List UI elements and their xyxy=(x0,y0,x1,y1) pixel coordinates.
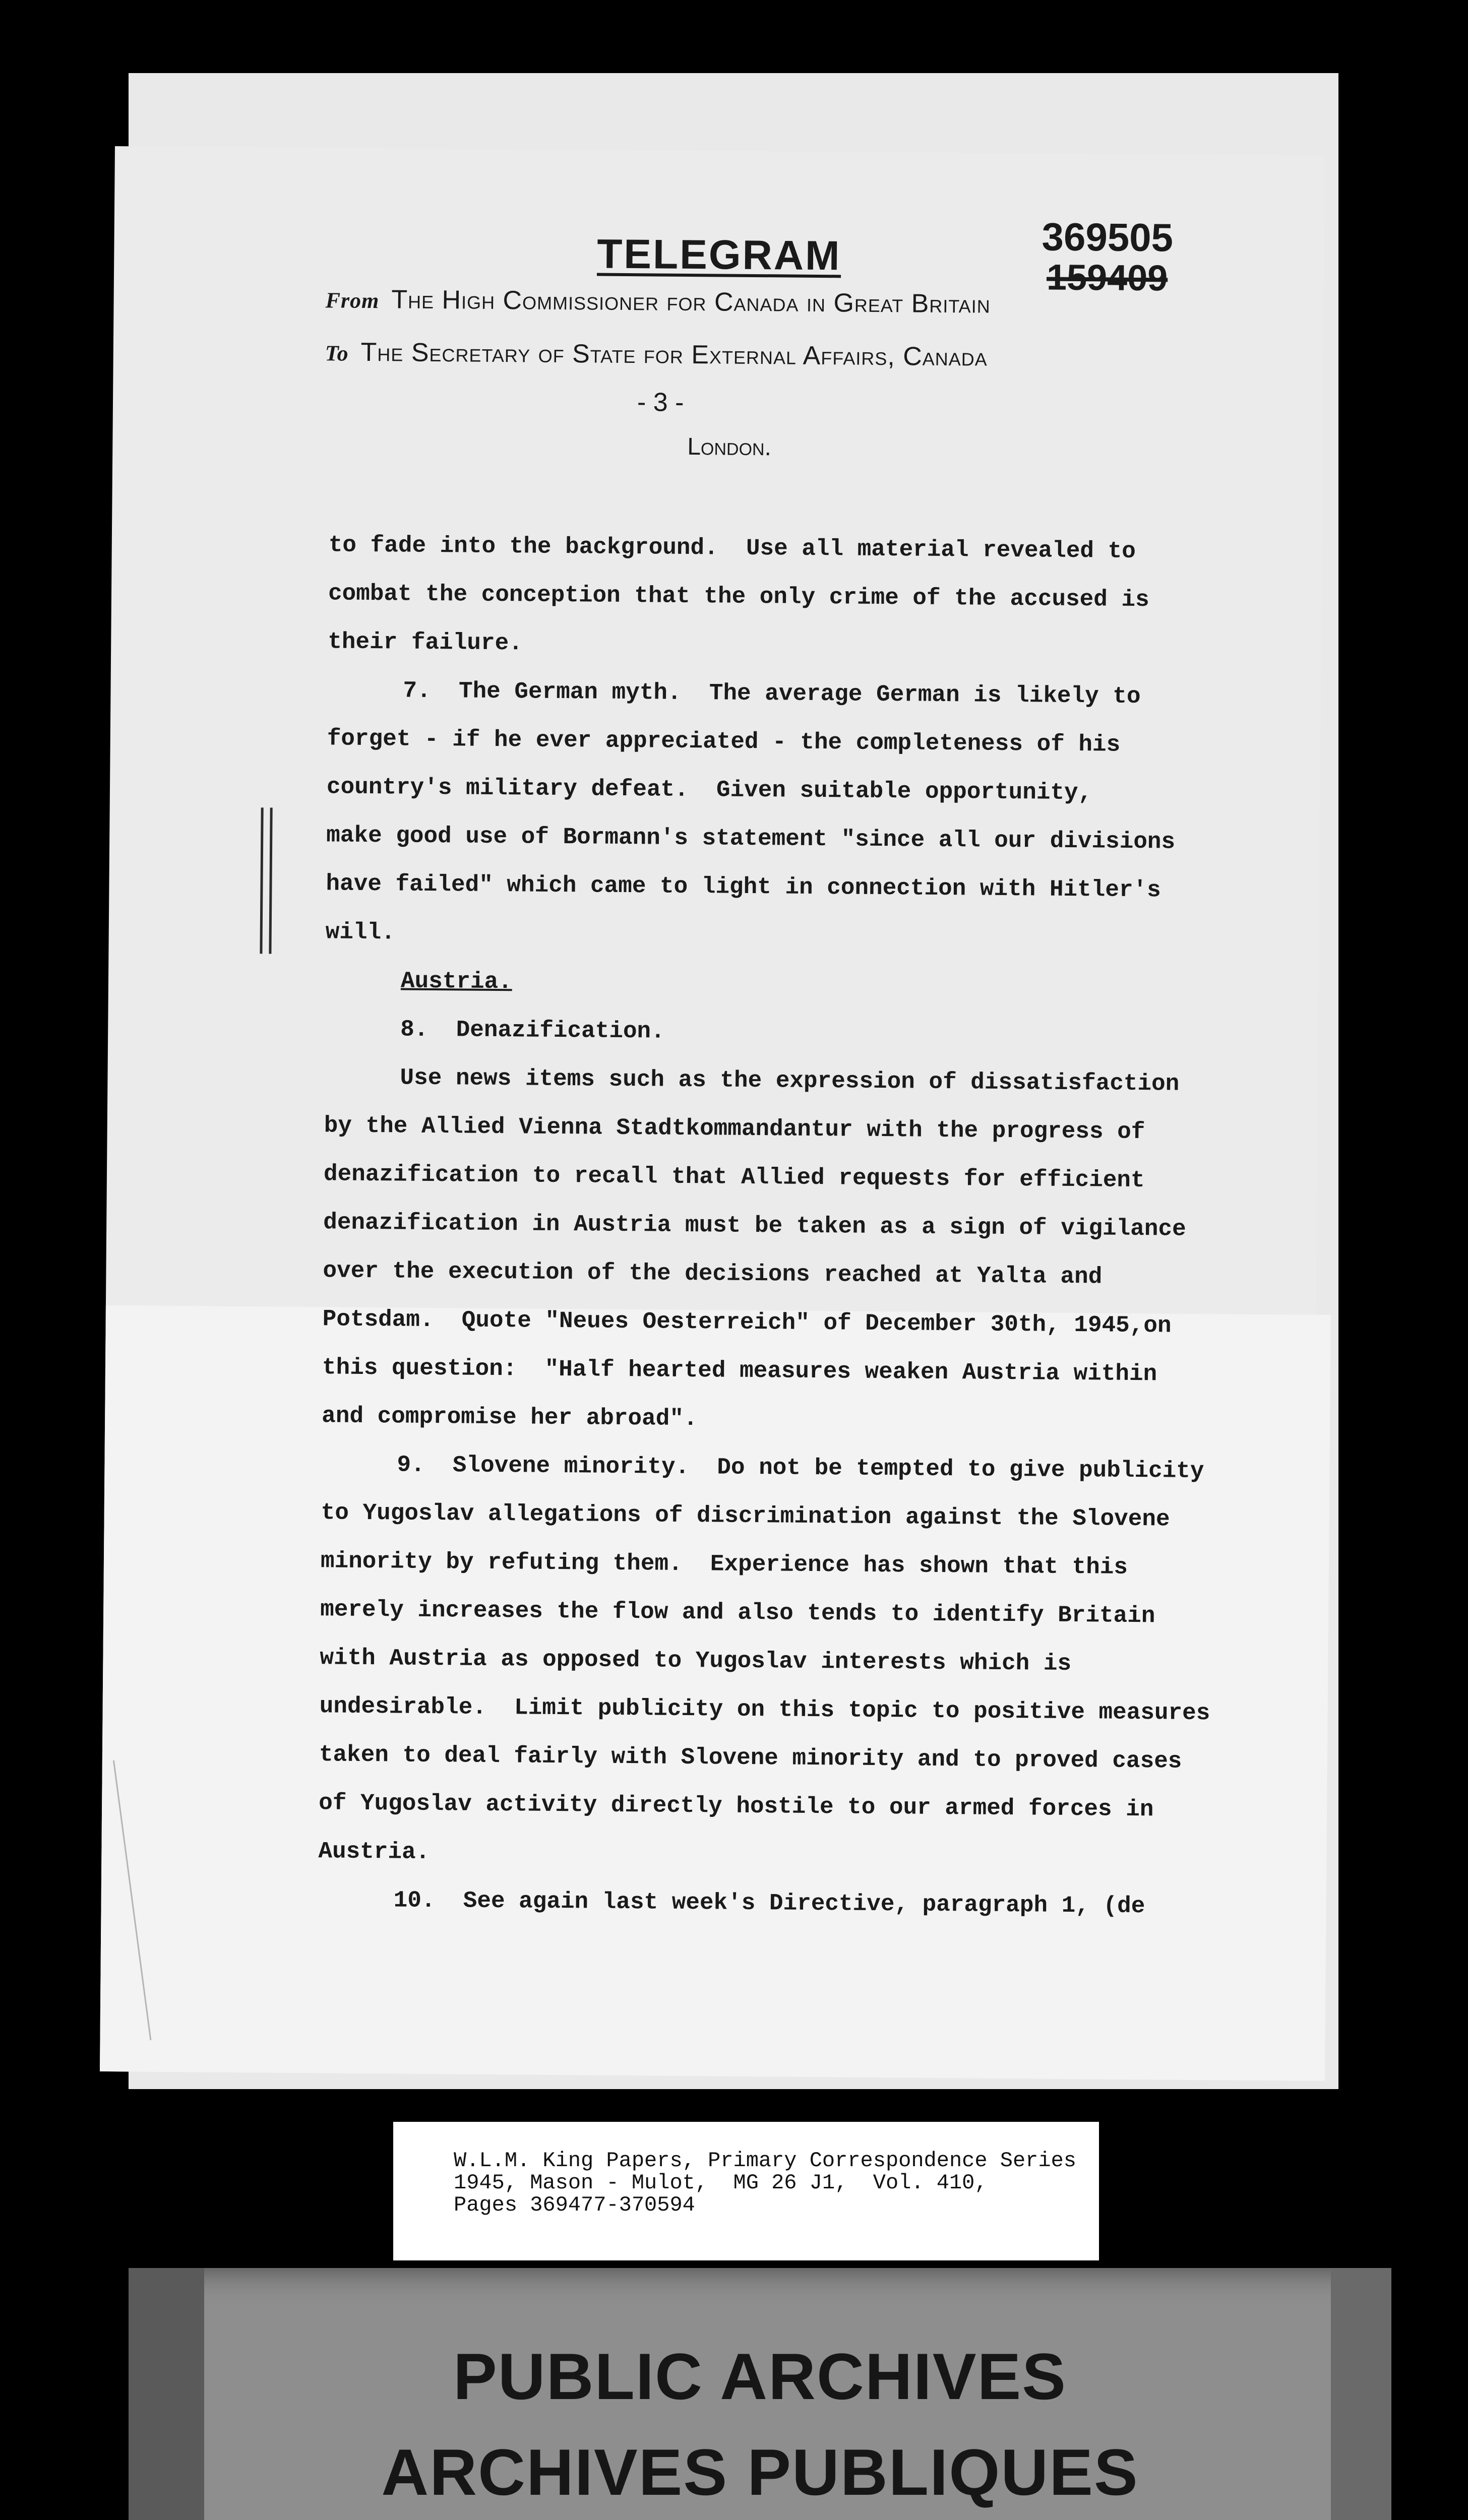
to-text: The Secretary of State for External Affairs, Canada xyxy=(360,337,988,372)
from-line xyxy=(325,284,991,319)
to-line xyxy=(325,337,988,372)
body-line: denazification to recall that Allied requests for efficient xyxy=(323,1161,1145,1194)
document-number: 369505 xyxy=(1042,214,1174,260)
body-line: to fade into the background. Use all material revealed to xyxy=(328,532,1136,564)
telegram-body xyxy=(318,521,1297,1931)
struck-document-number: 159409 xyxy=(1046,257,1168,299)
body-line: their failure. xyxy=(328,628,523,657)
from-label: From xyxy=(325,288,380,313)
from-text: The High Commissioner for Canada in Great Britain xyxy=(391,285,991,319)
body-line: minority by refuting them. Experience has shown that this xyxy=(320,1548,1128,1581)
paragraph-8-heading: 8. Denazification. xyxy=(400,1016,665,1045)
body-line: taken to deal fairly with Slovene minority and to proved cases xyxy=(319,1741,1182,1775)
section-heading-austria xyxy=(325,956,1294,1012)
paragraph-10-start: 10. See again last week's Directive, paragraph 1, (de xyxy=(393,1887,1145,1920)
to-label: To xyxy=(325,341,349,366)
body-line: to Yugoslav allegations of discrimination against the Slovene xyxy=(321,1499,1170,1533)
body-line: make good use of Bormann's statement "since all our divisions xyxy=(326,822,1176,855)
archives-line-english: PUBLIC ARCHIVES xyxy=(453,2340,1067,2413)
citation-line: Pages 369477-370594 xyxy=(454,2193,695,2217)
archives-stamp-plate xyxy=(129,2268,1391,2520)
page-number: - 3 - xyxy=(637,388,684,417)
paragraph-8-start: Use news items such as the expression of dissatisfaction xyxy=(400,1064,1180,1097)
citation-line: 1945, Mason - Mulot, MG 26 J1, Vol. 410, xyxy=(454,2171,988,2195)
archives-line-french: ARCHIVES PUBLIQUES xyxy=(381,2435,1139,2509)
telegram-page xyxy=(100,146,1325,2081)
body-line: denazification in Austria must be taken as a sign of vigilance xyxy=(323,1209,1186,1242)
body-line: by the Allied Vienna Stadtkommandantur with the progress of xyxy=(324,1112,1145,1146)
body-line: forget - if he ever appreciated - the completeness of his xyxy=(327,725,1121,758)
body-line: combat the conception that the only crime of the accused is xyxy=(328,580,1149,613)
citation-line: W.L.M. King Papers, Primary Correspondence Series xyxy=(454,2149,1077,2173)
body-line: country's military defeat. Given suitable opportunity, xyxy=(326,774,1092,806)
body-line: of Yugoslav activity directly hostile to our armed forces in xyxy=(318,1790,1154,1823)
body-line: will. xyxy=(325,919,395,946)
paragraph-9-start: 9. Slovene minority. Do not be tempted to give publicity xyxy=(397,1452,1204,1485)
margin-marks xyxy=(260,807,276,959)
body-line: Potsdam. Quote "Neues Oesterreich" of December 30th, 1945,on xyxy=(322,1306,1172,1339)
body-line: this question: "Half hearted measures weaken Austria within xyxy=(322,1354,1157,1388)
body-line: Austria. xyxy=(318,1838,430,1866)
body-line: undesirable. Limit publicity on this topic to positive measures xyxy=(319,1693,1210,1727)
body-line: with Austria as opposed to Yugoslav interests which is xyxy=(320,1645,1072,1677)
body-line: merely increases the flow and also tends to identify Britain xyxy=(320,1596,1155,1629)
telegram-title: TELEGRAM xyxy=(596,231,841,279)
paragraph-7-start: 7. The German myth. The average German is likely to xyxy=(403,677,1141,710)
body-line: have failed" which came to light in connection with Hitler's xyxy=(326,870,1161,904)
body-line: and compromise her abroad". xyxy=(322,1403,698,1432)
citation-label xyxy=(393,2122,1099,2260)
body-line: over the execution of the decisions reached at Yalta and xyxy=(323,1257,1103,1290)
place-of-origin: London. xyxy=(687,433,772,461)
austria-heading-text: Austria. xyxy=(400,968,513,995)
